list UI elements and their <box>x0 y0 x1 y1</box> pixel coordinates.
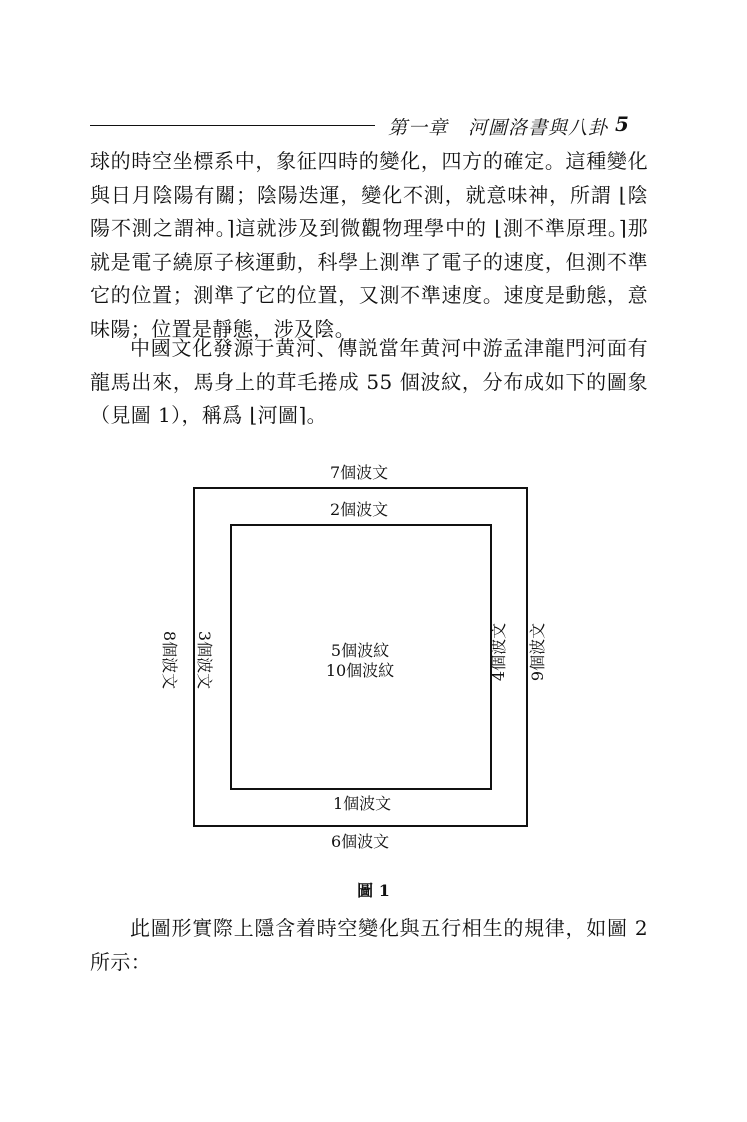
label-left-inner: 3個波文 <box>195 630 215 690</box>
label-bottom-outer: 6個波文 <box>331 832 390 851</box>
chapter-title: 第一章 河圖洛書與八卦 <box>388 117 609 139</box>
page-number: 5 <box>615 112 629 136</box>
label-right-inner: 4個波文 <box>489 622 509 682</box>
center-label-line1: 5個波紋 <box>330 641 390 660</box>
label-top-outer: 7個波文 <box>330 463 389 482</box>
center-label-line2: 10個波紋 <box>325 661 395 680</box>
paragraph-2: 中國文化發源于黄河、傳説當年黄河中游孟津龍門河面有龍馬出來，馬身上的茸毛捲成 55 個波紋，分布成如下的圖象（見圖 1），稱爲 ⌊河圖⌉。 <box>90 336 648 427</box>
paragraph-1: 球的時空坐標系中，象征四時的變化，四方的確定。這種變化與日月陰陽有關；陰陽迭運，變化不測，就意味神，所謂 ⌊陰陽不測之謂神。⌉這就涉及到微觀物理學中的 ⌊測不準原理。⌉那就是電子繞原子核運動，科學上測準了電子的速度，但測不準它的位置；測準了它的位置，又測不準速度。速度是動態，意味陽；位置是靜態，涉及陰。 <box>90 149 648 341</box>
label-left-outer: 8個波文 <box>160 630 180 690</box>
paragraph-3: 此圖形實際上隱含着時空變化與五行相生的規律，如圖 2 所示： <box>90 916 648 974</box>
label-top-inner: 2個波文 <box>330 500 389 519</box>
center-label <box>300 641 420 681</box>
figure-caption: 圖 1 <box>357 881 390 900</box>
label-right-outer: 9個波文 <box>528 622 548 682</box>
label-bottom-inner: 1個波文 <box>333 794 392 813</box>
